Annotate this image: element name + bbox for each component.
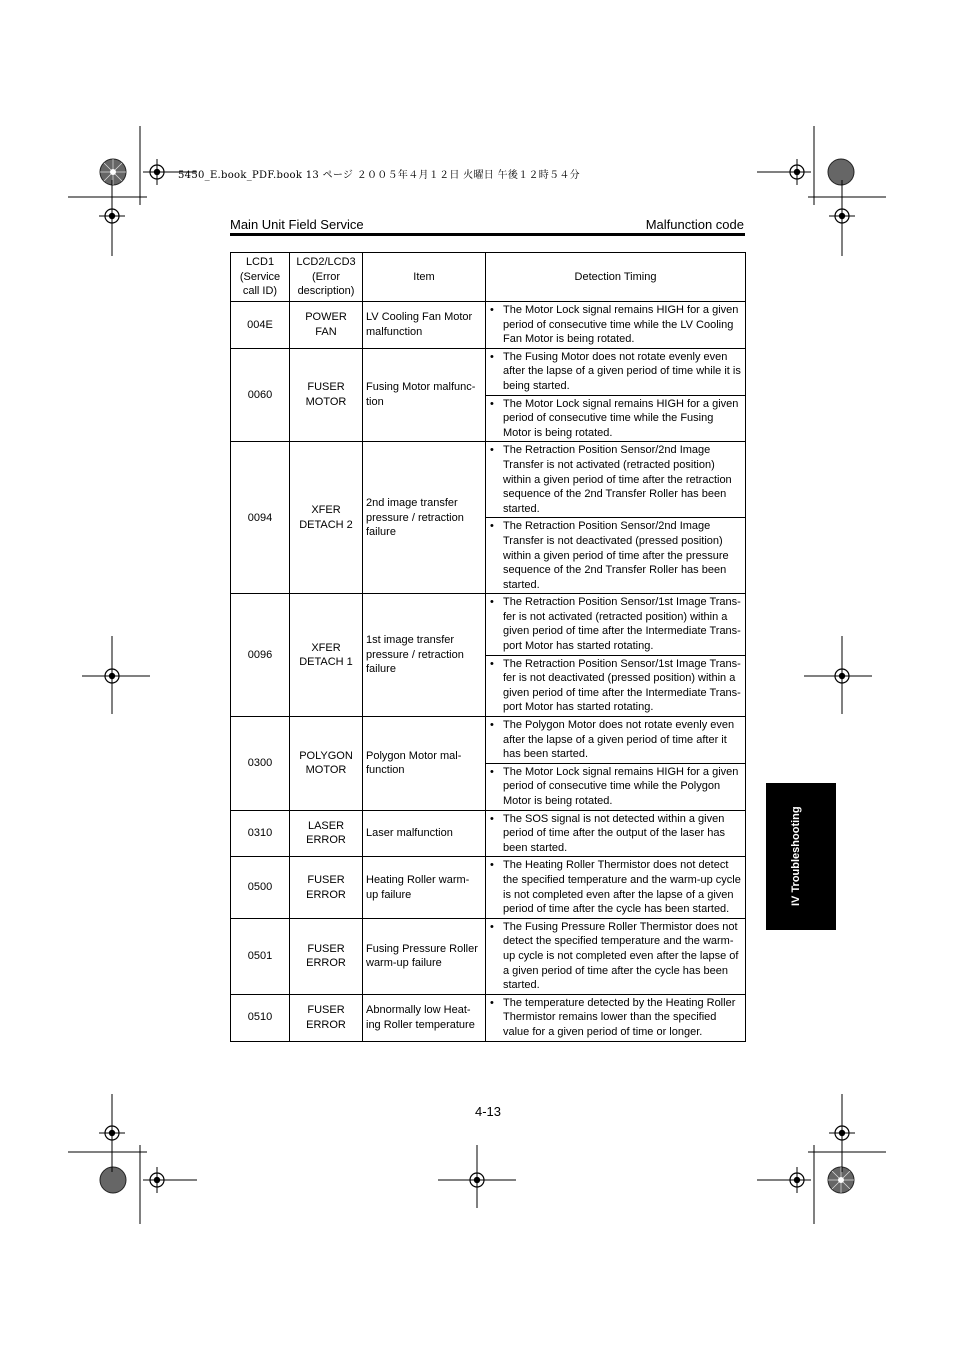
error-description: POWER FAN [290, 302, 363, 349]
table-row [231, 810, 746, 857]
detection-timing-entry [489, 595, 742, 653]
col-header-item: Item [363, 253, 486, 302]
detection-timing-text: The temperature detected by the Heating Roller Thermistor remains lower than the specified value for a given period of time or longer. [503, 996, 736, 1038]
bullet: • [490, 444, 494, 457]
error-description: FUSER ERROR [290, 918, 363, 994]
item: LV Cooling Fan Motor malfunction [363, 302, 486, 349]
error-description: XFER DETACH 1 [290, 594, 363, 717]
detection-timing-text: The Polygon Motor does not rotate evenly even after the lapse of a given period of time after it has been started. [503, 719, 735, 761]
registration-icon [828, 159, 854, 185]
bullet: • [490, 719, 494, 732]
service-call-id: 0094 [231, 442, 290, 594]
error-description: FUSER ERROR [290, 857, 363, 918]
page-number: 4-13 [475, 1104, 502, 1119]
error-description: POLYGON MOTOR [290, 717, 363, 811]
detection-timing-text: The Fusing Motor does not rotate evenly even after the lapse of a given period of time while it is being started. [503, 350, 741, 392]
table-row [231, 717, 746, 764]
detection-timing [486, 348, 746, 395]
col-header-detection-timing: Detection Timing [486, 253, 746, 302]
bullet: • [490, 520, 494, 533]
bullet: • [490, 304, 494, 316]
table-row [231, 857, 746, 918]
item: Polygon Motor mal- function [363, 717, 486, 811]
service-call-id: 0501 [231, 918, 290, 994]
running-header-left: Main Unit Field Service [230, 217, 364, 232]
detection-timing [486, 395, 746, 442]
bullet: • [490, 996, 494, 1009]
registration-icon [100, 1167, 126, 1193]
detection-timing-entry [489, 350, 742, 394]
detection-timing [486, 763, 746, 810]
detection-timing [486, 442, 746, 518]
bullet: • [490, 397, 494, 410]
detection-timing-entry [489, 443, 742, 516]
table-row [231, 594, 746, 655]
col-header-lcd2: LCD2/LCD3 (Error description) [290, 253, 363, 302]
service-call-id: 0096 [231, 594, 290, 717]
item: Abnormally low Heat- ing Roller temperature [363, 994, 486, 1041]
table-header-row [231, 253, 746, 302]
error-description: XFER DETACH 2 [290, 442, 363, 594]
item: 2nd image transfer pressure / retraction failure [363, 442, 486, 594]
running-header-right: Malfunction code [645, 217, 744, 232]
detection-timing-text: The Motor Lock signal remains HIGH for a given period of consecutive time while the Polygon Motor is being rotated. [503, 765, 739, 807]
bullet: • [490, 765, 494, 778]
detection-timing-entry [489, 812, 742, 856]
detection-timing-text: The Motor Lock signal remains HIGH for a given period of consecutive time while the LV Cooling Fan Motor is being rotated. [503, 304, 739, 346]
detection-timing-entry [489, 519, 742, 592]
table-row [231, 348, 746, 395]
detection-timing [486, 717, 746, 764]
table-row [231, 994, 746, 1041]
service-call-id: 0500 [231, 857, 290, 918]
detection-timing [486, 655, 746, 716]
header-rule [230, 233, 745, 236]
table-row [231, 302, 746, 349]
malfunction-code-table [230, 252, 746, 1042]
item: Laser malfunction [363, 810, 486, 857]
detection-timing-text: The Retraction Position Sensor/1st Image Trans- fer is not deactivated (pressed position) within a given period of time after the Intermediate Trans- port Motor has started rotating. [503, 657, 741, 714]
detection-timing-text: The Fusing Pressure Roller Thermistor does not detect the specified temperature and the warm- up cycle is not completed even after the lapse of a given period of time after the cycle has been started. [503, 920, 739, 992]
bullet: • [490, 859, 494, 872]
detection-timing-text: The SOS signal is not detected within a given period of time after the output of the laser has been started. [503, 812, 725, 854]
error-description: LASER ERROR [290, 810, 363, 857]
service-call-id: 0060 [231, 348, 290, 442]
item: Fusing Motor malfunc- tion [363, 348, 486, 442]
detection-timing-text: The Heating Roller Thermistor does not detect the specified temperature and the warm-up cycle is not completed even after the lapse of a given period of time after the cycle has been started. [503, 859, 741, 916]
detection-timing-text: The Retraction Position Sensor/1st Image Trans- fer is not activated (retracted position) within a given period of time after the Intermediate Trans- port Motor has started rotating. [503, 596, 741, 653]
bullet: • [490, 657, 494, 670]
registration-icon [100, 159, 126, 185]
service-call-id: 0300 [231, 717, 290, 811]
detection-timing-entry [489, 858, 742, 916]
detection-timing-text: The Motor Lock signal remains HIGH for a given period of consecutive time while the Fusing Motor is being rotated. [503, 397, 739, 439]
detection-timing-entry [489, 397, 742, 441]
bullet: • [490, 812, 494, 825]
print-info-line: 5450_E.book_PDF.book 13 ページ ２００５年４月１２日 火曜日 午後１２時５４分 [178, 170, 580, 181]
item: Fusing Pressure Roller warm-up failure [363, 918, 486, 994]
item: Heating Roller warm- up failure [363, 857, 486, 918]
detection-timing-entry [489, 718, 742, 762]
detection-timing [486, 857, 746, 918]
service-call-id: 0510 [231, 994, 290, 1041]
detection-timing-entry [489, 657, 742, 715]
detection-timing [486, 994, 746, 1041]
detection-timing-text: The Retraction Position Sensor/2nd Image Transfer is not deactivated (pressed position) within a given period of time after the pressure sequence of the 2nd Transfer Roller has been started. [503, 520, 729, 591]
detection-timing [486, 518, 746, 594]
error-description: FUSER ERROR [290, 994, 363, 1041]
detection-timing-entry [489, 765, 742, 809]
chapter-side-tab-label: IV Troubleshooting [790, 806, 802, 906]
detection-timing-entry [489, 996, 742, 1040]
detection-timing-text: The Retraction Position Sensor/2nd Image Transfer is not activated (retracted position) within a given period of time after the retraction sequence of the 2nd Transfer Roller has been started. [503, 444, 732, 515]
detection-timing [486, 918, 746, 994]
bullet: • [490, 350, 494, 363]
service-call-id: 004E [231, 302, 290, 349]
col-header-lcd1: LCD1 (Service call ID) [231, 253, 290, 302]
bullet: • [490, 596, 494, 609]
detection-timing-entry [489, 303, 742, 347]
item: 1st image transfer pressure / retraction failure [363, 594, 486, 717]
detection-timing [486, 594, 746, 655]
table-row [231, 442, 746, 518]
detection-timing [486, 302, 746, 349]
error-description: FUSER MOTOR [290, 348, 363, 442]
detection-timing [486, 810, 746, 857]
table-row [231, 918, 746, 994]
bullet: • [490, 920, 494, 933]
registration-icon [828, 1167, 854, 1193]
detection-timing-entry [489, 920, 742, 993]
service-call-id: 0310 [231, 810, 290, 857]
